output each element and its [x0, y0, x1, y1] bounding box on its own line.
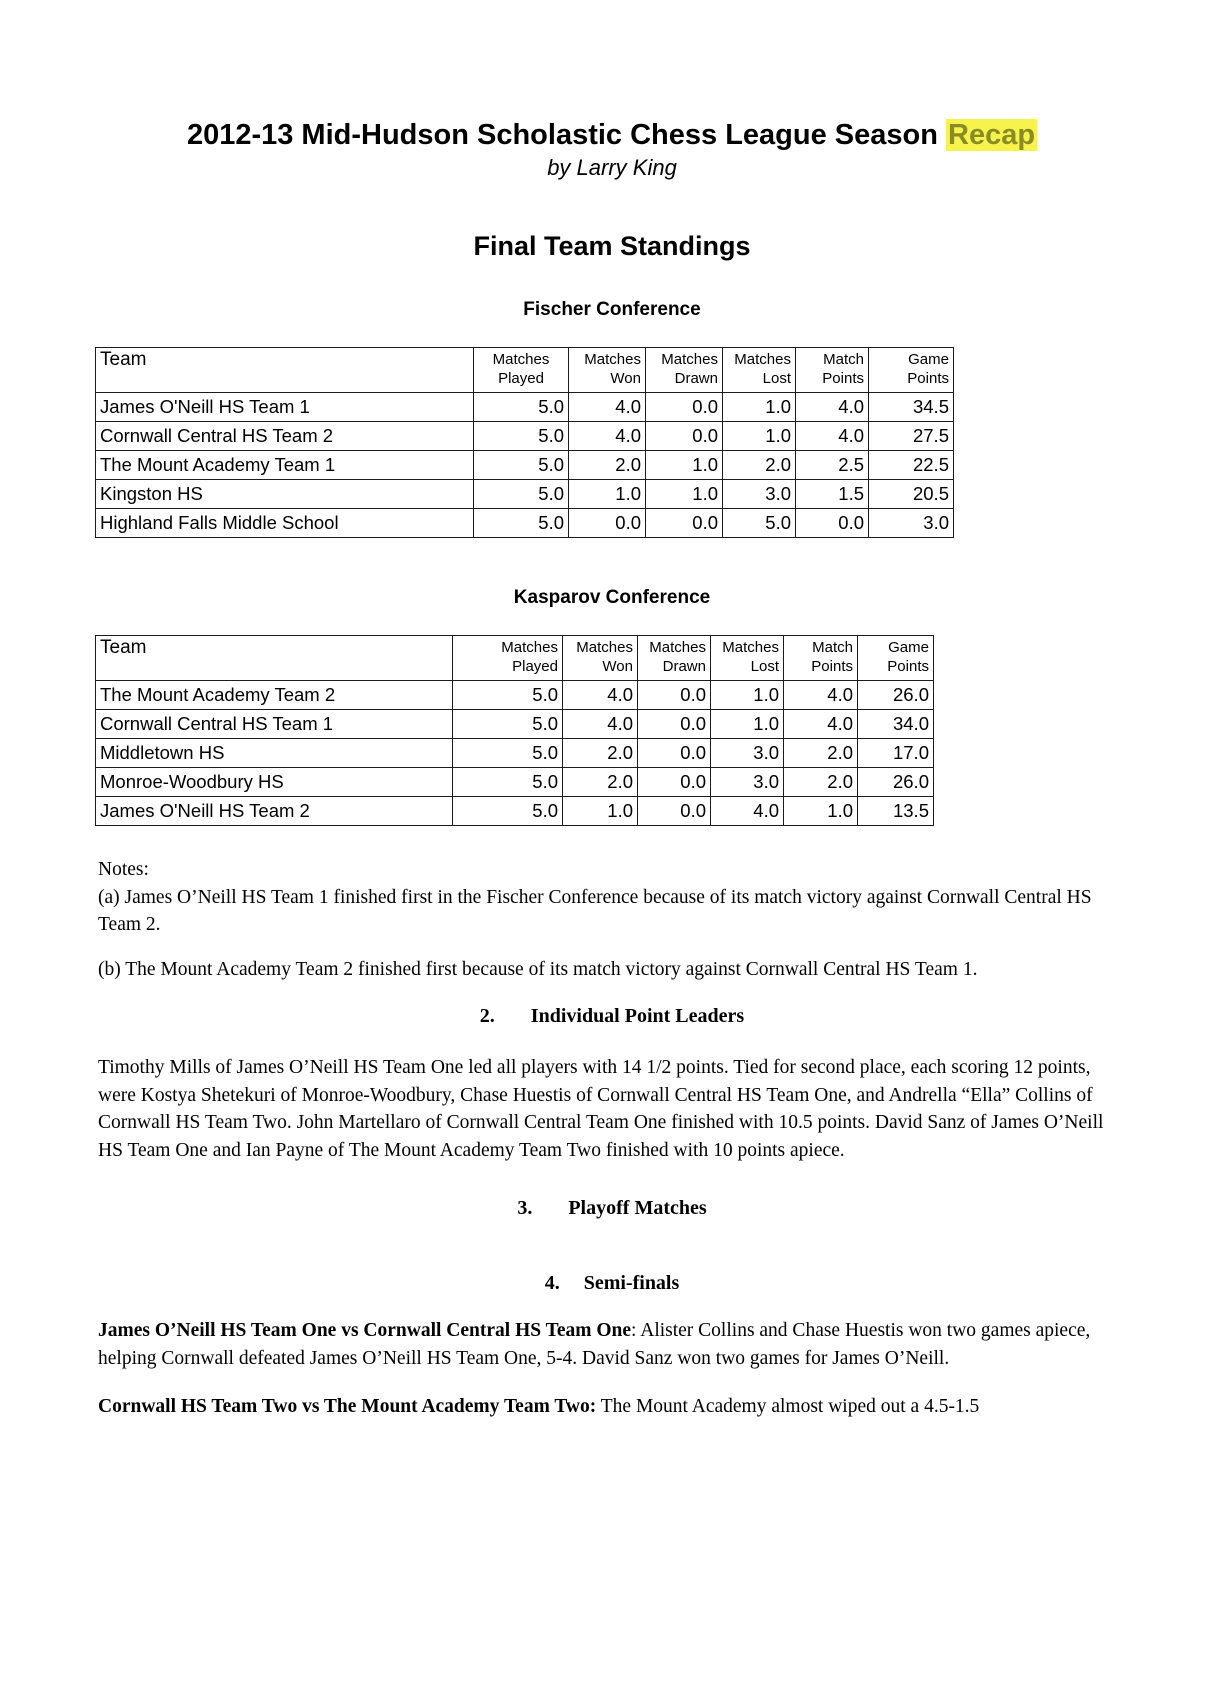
stat-cell: 3.0 [869, 509, 954, 538]
stat-cell: 5.0 [453, 681, 563, 710]
stat-cell: 4.0 [563, 681, 638, 710]
individual-point-leaders-paragraph: Timothy Mills of James O’Neill HS Team One led all players with 14 1/2 points. Tied for second place, each scoring 12 points, were Kostya Shetekuri of Monroe-Woodbury, Chase Huestis of Cornwall Central HS Team One, and Andrella “Ella” Collins of Cornwall HS Team Two. John Martellaro of Cornwall Central Team One finished with 10.5 points. David Sanz of James O’Neill HS Team One and Ian Payne of The Mount Academy Team Two finished with 10 points apiece. [98, 1057, 1104, 1161]
stat-cell: 34.0 [858, 710, 934, 739]
stat-cell: 4.0 [796, 393, 869, 422]
stat-cell: 17.0 [858, 739, 934, 768]
stat-cell: 4.0 [563, 710, 638, 739]
stat-cell: 4.0 [784, 710, 858, 739]
standings-heading: Final Team Standings [473, 231, 751, 261]
stat-cell: 0.0 [638, 797, 711, 826]
match-2-teams: Cornwall HS Team Two vs The Mount Academy Team Two: [98, 1396, 597, 1417]
stat-cell: 3.0 [711, 768, 784, 797]
table-header-row [96, 348, 954, 393]
stat-cell: 5.0 [453, 710, 563, 739]
stat-cell: 2.0 [563, 739, 638, 768]
stat-cell: 5.0 [474, 422, 569, 451]
standings-row [96, 739, 934, 768]
stat-cell: 5.0 [453, 797, 563, 826]
match-1-summary: : Alister Collins and Chase Huestis won two games apiece, helping Cornwall defeated James O’Neill HS Team One, 5-4. David Sanz won two games for James O’Neill. [98, 1320, 1091, 1369]
section-title: Individual Point Leaders [530, 1005, 745, 1027]
stat-cell: 20.5 [869, 480, 954, 509]
stat-cell: 4.0 [796, 422, 869, 451]
title-highlighted-word: Recap [948, 119, 1036, 151]
column-header-matches-won: Matches Won [569, 348, 646, 393]
page-content [0, 118, 1224, 1421]
stat-cell: 1.0 [569, 480, 646, 509]
stat-cell: 3.0 [711, 739, 784, 768]
column-header-match-points: Match Points [796, 348, 869, 393]
document-page [0, 118, 1224, 1702]
stat-cell: 0.0 [646, 393, 723, 422]
section-title: Playoff Matches [568, 1197, 707, 1219]
stat-cell: 13.5 [858, 797, 934, 826]
stat-cell: 0.0 [638, 681, 711, 710]
column-header-match-points: Match Points [784, 636, 858, 681]
column-header-matches-lost: Matches Lost [723, 348, 796, 393]
standings-row [96, 509, 954, 538]
stat-cell: 0.0 [638, 739, 711, 768]
stat-cell: 2.0 [723, 451, 796, 480]
page-title [98, 118, 1126, 152]
stat-cell: 2.0 [784, 739, 858, 768]
column-header-game-points: Game Points [869, 348, 954, 393]
standings-row [96, 451, 954, 480]
match-2-summary: The Mount Academy almost wiped out a 4.5-1.5 [596, 1396, 980, 1417]
stat-cell: 27.5 [869, 422, 954, 451]
column-header-matches-lost: Matches Lost [711, 636, 784, 681]
stat-cell: 0.0 [646, 422, 723, 451]
stat-cell: 1.0 [784, 797, 858, 826]
column-header-team: Team [96, 348, 474, 393]
section-heading-playoff-matches [98, 1195, 1126, 1222]
stat-cell: 1.0 [711, 710, 784, 739]
team-cell: Cornwall Central HS Team 2 [96, 422, 474, 451]
stat-cell: 26.0 [858, 768, 934, 797]
kasparov-conference-heading: Kasparov Conference [513, 587, 711, 608]
stat-cell: 1.0 [711, 681, 784, 710]
stat-cell: 1.5 [796, 480, 869, 509]
title-text: 2012-13 Mid-Hudson Scholastic Chess League Season [186, 119, 947, 151]
column-header-team: Team [96, 636, 453, 681]
team-cell: The Mount Academy Team 1 [96, 451, 474, 480]
team-cell: Cornwall Central HS Team 1 [96, 710, 453, 739]
section-title: Semi-finals [583, 1272, 680, 1294]
stat-cell: 1.0 [646, 480, 723, 509]
stat-cell: 5.0 [474, 509, 569, 538]
stat-cell: 2.0 [569, 451, 646, 480]
section-heading-individual-point-leaders [98, 1003, 1126, 1030]
stat-cell: 4.0 [784, 681, 858, 710]
note-a: (a) James O’Neill HS Team 1 finished first in the Fischer Conference because of its match victory against Cornwall Central HS Team 2. [98, 886, 1092, 935]
stat-cell: 3.0 [723, 480, 796, 509]
stat-cell: 34.5 [869, 393, 954, 422]
kasparov-standings-table [95, 635, 934, 826]
notes-label: Notes: [98, 859, 149, 880]
stat-cell: 4.0 [569, 422, 646, 451]
team-cell: The Mount Academy Team 2 [96, 681, 453, 710]
team-cell: James O'Neill HS Team 2 [96, 797, 453, 826]
team-cell: James O'Neill HS Team 1 [96, 393, 474, 422]
stat-cell: 4.0 [711, 797, 784, 826]
stat-cell: 4.0 [569, 393, 646, 422]
standings-row [96, 797, 934, 826]
standings-row [96, 681, 934, 710]
semifinal-match-2-paragraph [98, 1393, 1126, 1421]
stat-cell: 5.0 [453, 739, 563, 768]
column-header-matches-drawn: Matches Drawn [646, 348, 723, 393]
stat-cell: 1.0 [723, 393, 796, 422]
stat-cell: 0.0 [646, 509, 723, 538]
stat-cell: 2.0 [563, 768, 638, 797]
section-number: 3. [517, 1197, 533, 1219]
team-cell: Highland Falls Middle School [96, 509, 474, 538]
section-number: 2. [479, 1005, 495, 1027]
stat-cell: 5.0 [474, 393, 569, 422]
stat-cell: 1.0 [723, 422, 796, 451]
note-b: (b) The Mount Academy Team 2 finished first because of its match victory against Cornwall Central HS Team 1. [98, 958, 978, 980]
stat-cell: 22.5 [869, 451, 954, 480]
standings-row [96, 480, 954, 509]
stat-cell: 2.5 [796, 451, 869, 480]
stat-cell: 1.0 [563, 797, 638, 826]
stat-cell: 26.0 [858, 681, 934, 710]
table-header-row [96, 636, 934, 681]
column-header-matches-played: Matches Played [474, 348, 569, 393]
fischer-conference-heading: Fischer Conference [523, 299, 701, 320]
stat-cell: 5.0 [474, 480, 569, 509]
section-heading-semi-finals [98, 1270, 1126, 1297]
standings-row [96, 710, 934, 739]
column-header-matches-won: Matches Won [563, 636, 638, 681]
standings-row [96, 768, 934, 797]
column-header-matches-drawn: Matches Drawn [638, 636, 711, 681]
stat-cell: 0.0 [638, 710, 711, 739]
stat-cell: 5.0 [474, 451, 569, 480]
stat-cell: 0.0 [796, 509, 869, 538]
stat-cell: 1.0 [646, 451, 723, 480]
match-1-teams: James O’Neill HS Team One vs Cornwall Central HS Team One [98, 1320, 632, 1341]
stat-cell: 5.0 [453, 768, 563, 797]
fischer-standings-table [95, 347, 954, 538]
team-cell: Middletown HS [96, 739, 453, 768]
stat-cell: 2.0 [784, 768, 858, 797]
byline: by Larry King [547, 155, 677, 180]
column-header-game-points: Game Points [858, 636, 934, 681]
standings-row [96, 393, 954, 422]
stat-cell: 0.0 [569, 509, 646, 538]
stat-cell: 5.0 [723, 509, 796, 538]
section-number: 4. [544, 1272, 560, 1294]
column-header-matches-played: Matches Played [453, 636, 563, 681]
stat-cell: 0.0 [638, 768, 711, 797]
standings-row [96, 422, 954, 451]
team-cell: Monroe-Woodbury HS [96, 768, 453, 797]
semifinal-match-1-paragraph [98, 1317, 1126, 1372]
team-cell: Kingston HS [96, 480, 474, 509]
